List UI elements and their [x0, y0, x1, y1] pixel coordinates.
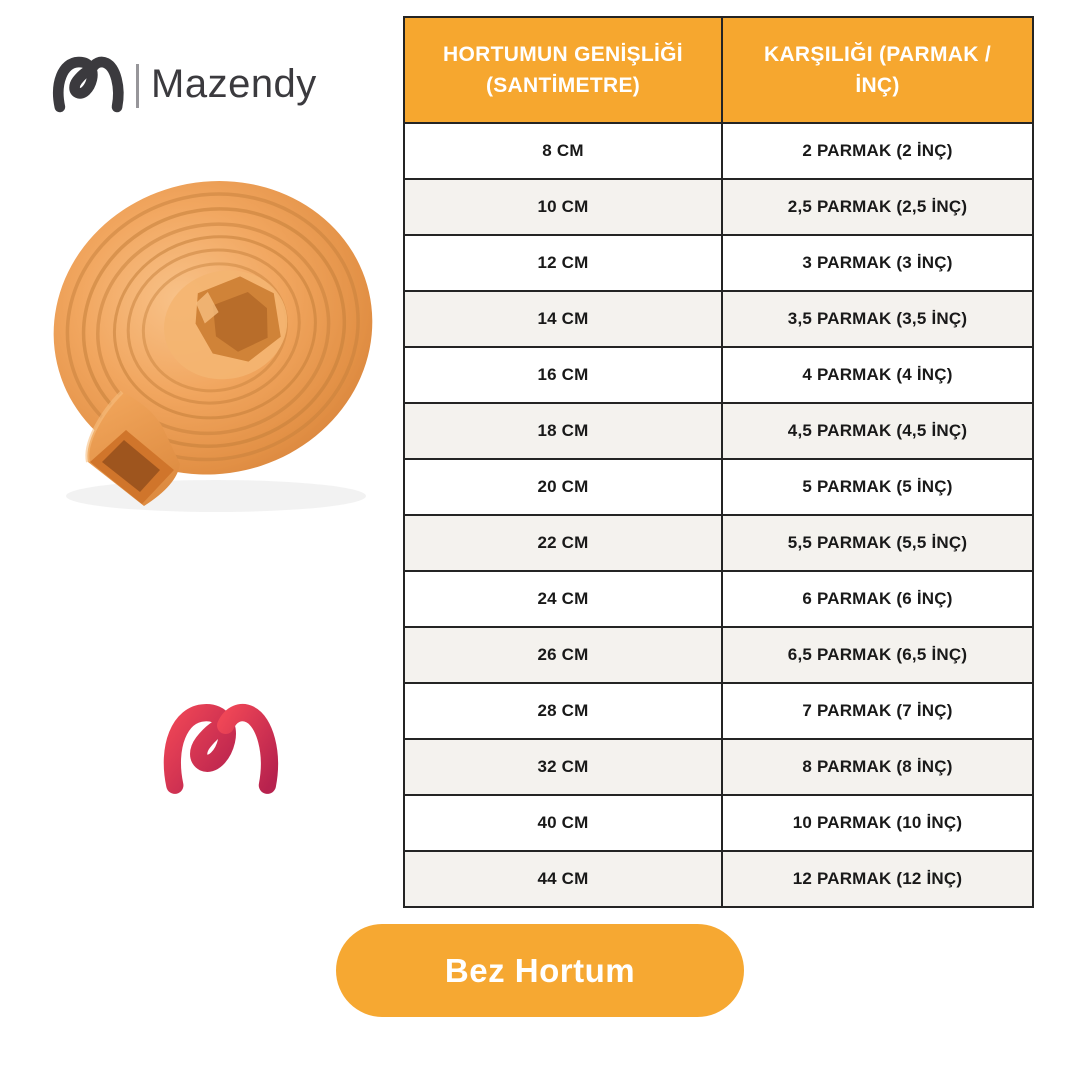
cell-equivalent: 7 PARMAK (7 İNÇ) — [722, 683, 1033, 739]
cell-hose-width: 24 CM — [404, 571, 722, 627]
cell-hose-width: 18 CM — [404, 403, 722, 459]
brand-logo — [52, 54, 317, 115]
cell-hose-width: 22 CM — [404, 515, 722, 571]
cell-equivalent: 2,5 PARMAK (2,5 İNÇ) — [722, 179, 1033, 235]
table-row — [404, 347, 1033, 403]
cell-equivalent: 5,5 PARMAK (5,5 İNÇ) — [722, 515, 1033, 571]
cell-hose-width: 14 CM — [404, 291, 722, 347]
column-header-hose-width: HORTUMUN GENİŞLİĞİ (SANTİMETRE) — [404, 17, 722, 123]
table-row — [404, 627, 1033, 683]
cell-hose-width: 32 CM — [404, 739, 722, 795]
table-row — [404, 571, 1033, 627]
cell-equivalent: 4 PARMAK (4 İNÇ) — [722, 347, 1033, 403]
cell-hose-width: 44 CM — [404, 851, 722, 907]
cell-equivalent: 10 PARMAK (10 İNÇ) — [722, 795, 1033, 851]
cell-equivalent: 12 PARMAK (12 İNÇ) — [722, 851, 1033, 907]
cell-equivalent: 2 PARMAK (2 İNÇ) — [722, 123, 1033, 179]
table-row — [404, 683, 1033, 739]
cell-equivalent: 5 PARMAK (5 İNÇ) — [722, 459, 1033, 515]
cell-hose-width: 26 CM — [404, 627, 722, 683]
cell-equivalent: 6,5 PARMAK (6,5 İNÇ) — [722, 627, 1033, 683]
table-row — [404, 235, 1033, 291]
table-row — [404, 403, 1033, 459]
cell-equivalent: 3 PARMAK (3 İNÇ) — [722, 235, 1033, 291]
cell-equivalent: 4,5 PARMAK (4,5 İNÇ) — [722, 403, 1033, 459]
table-row — [404, 795, 1033, 851]
cell-hose-width: 40 CM — [404, 795, 722, 851]
table-body — [404, 123, 1033, 907]
cell-hose-width: 10 CM — [404, 179, 722, 235]
cell-hose-width: 16 CM — [404, 347, 722, 403]
cell-equivalent: 3,5 PARMAK (3,5 İNÇ) — [722, 291, 1033, 347]
table-row — [404, 515, 1033, 571]
brand-divider — [136, 64, 139, 108]
cell-equivalent: 8 PARMAK (8 İNÇ) — [722, 739, 1033, 795]
cell-hose-width: 20 CM — [404, 459, 722, 515]
m-logo-red-watermark — [162, 700, 282, 798]
column-header-equivalent: KARŞILIĞI (PARMAK / İNÇ) — [722, 17, 1033, 123]
cell-equivalent: 6 PARMAK (6 İNÇ) — [722, 571, 1033, 627]
table-row — [404, 459, 1033, 515]
cell-hose-width: 28 CM — [404, 683, 722, 739]
table-row — [404, 123, 1033, 179]
brand-name: Mazendy — [151, 62, 317, 106]
table-row — [404, 291, 1033, 347]
cell-hose-width: 8 CM — [404, 123, 722, 179]
table-row — [404, 739, 1033, 795]
bez-hortum-button[interactable] — [336, 924, 744, 1017]
hose-product-image — [26, 156, 398, 528]
size-conversion-table — [403, 16, 1034, 908]
table-row — [404, 179, 1033, 235]
bez-hortum-button-label: Bez Hortum — [444, 951, 636, 989]
table-header-row — [404, 17, 1033, 123]
cell-hose-width: 12 CM — [404, 235, 722, 291]
table-row — [404, 851, 1033, 907]
m-logo-icon — [52, 54, 126, 115]
